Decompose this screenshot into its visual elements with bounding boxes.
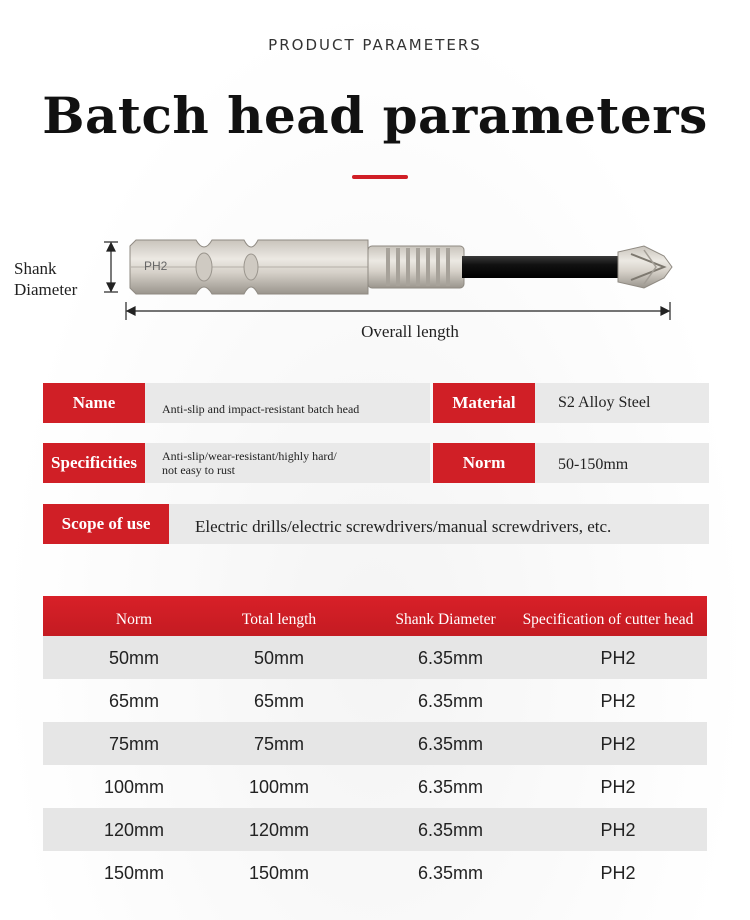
scope-value: Electric drills/electric screwdrivers/manual screwdrivers, etc. [169,504,709,544]
screwdriver-bit-diagram [96,232,686,324]
cell-cutter-head: PH2 [600,691,636,711]
cell-total-length: 50mm [253,648,304,668]
table-row [43,636,707,679]
phillips-tip-icon [618,246,672,288]
name-value: Anti-slip and impact-resistant batch head [145,383,430,423]
material-label: Material [433,383,535,423]
cell-shank-diameter: 6.35mm [417,863,484,883]
cell-shank-diameter: 6.35mm [417,691,484,711]
cell-total-length: 65mm [253,691,304,711]
table-row [43,722,707,765]
section-subtitle: PRODUCT PARAMETERS [268,36,482,54]
cell-shank-diameter: 6.35mm [417,777,484,797]
bit-black-shaft [462,256,620,278]
cell-cutter-head: PH2 [600,777,636,797]
table-row [43,765,707,808]
shank-diameter-arrow [104,242,118,292]
cell-cutter-head: PH2 [600,734,636,754]
cell-shank-diameter: 6.35mm [417,820,484,840]
cell-norm: 65mm [108,691,159,711]
cell-total-length: 100mm [248,777,310,797]
cell-norm: 75mm [108,734,159,754]
norm-label: Norm [433,443,535,483]
cell-total-length: 150mm [248,863,310,883]
shank-label-line2: Diameter [14,280,78,299]
material-value: S2 Alloy Steel [535,383,709,423]
table-row [43,679,707,722]
bit-ribbed-collar [368,246,464,288]
header-total-length: Total length [241,611,317,628]
cell-norm: 150mm [103,863,165,883]
overall-length-label: Overall length [361,322,459,341]
cell-norm: 50mm [108,648,159,668]
cell-norm: 120mm [103,820,165,840]
cell-shank-diameter: 6.35mm [417,734,484,754]
parameters-table-header [43,596,707,636]
header-norm: Norm [115,611,153,628]
cell-total-length: 120mm [248,820,310,840]
scope-label: Scope of use [43,504,169,544]
title-accent-bar [352,175,408,179]
bit-marking: PH2 [144,259,168,273]
norm-value: 50-150mm [535,443,709,483]
cell-cutter-head: PH2 [600,863,636,883]
specificities-label: Specificities [43,443,145,483]
specificities-value [145,443,430,483]
header-shank-diameter: Shank Diameter [395,611,496,628]
cell-norm: 100mm [103,777,165,797]
page-title: Batch head parameters [42,86,708,145]
cell-total-length: 75mm [253,734,304,754]
shank-label-line1: Shank [14,259,57,278]
cell-cutter-head: PH2 [600,820,636,840]
header-cutter-head: Specification of cutter head [522,611,694,628]
specificities-value-line2: not easy to rust [162,463,235,477]
specificities-value-line1: Anti-slip/wear-resistant/highly hard/ [162,449,337,463]
name-label: Name [43,383,145,423]
overall-length-arrow [126,302,670,320]
cell-shank-diameter: 6.35mm [417,648,484,668]
shank-diameter-label [14,258,77,300]
table-row [43,851,707,894]
table-row [43,808,707,851]
cell-cutter-head: PH2 [600,648,636,668]
